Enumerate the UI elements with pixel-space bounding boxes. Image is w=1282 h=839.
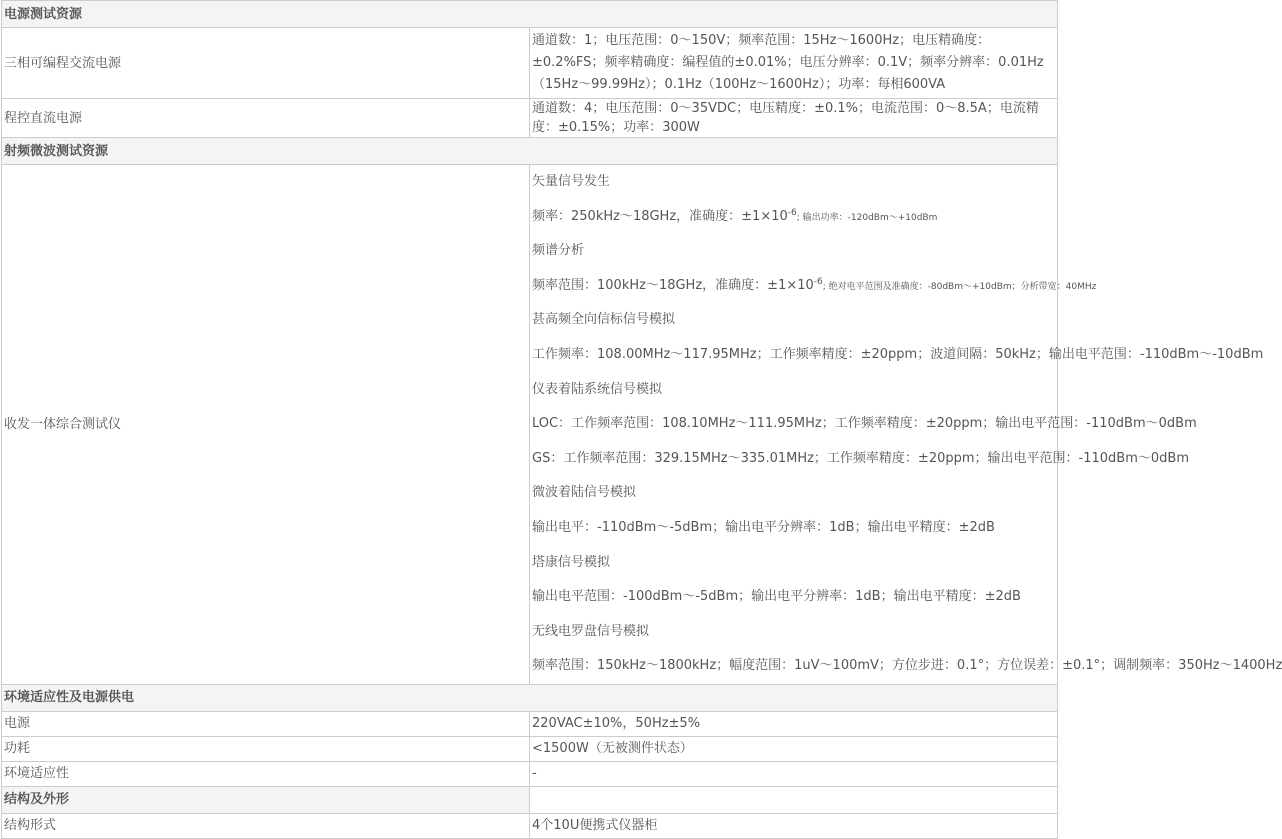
vector-exponent: -6 xyxy=(787,207,797,218)
spectrum-spec xyxy=(532,269,1097,304)
section-header-row xyxy=(2,786,1058,813)
section-header-struct-empty xyxy=(530,786,1058,813)
spectrum-title: 频谱分析 xyxy=(532,243,585,259)
row-value-consumption: <1500W（无被测件状态） xyxy=(530,736,1058,761)
section-header-row xyxy=(2,138,1058,165)
spectrum-level: ; 绝对电平范围及准确度：-80dBm～+10dBm；分析带宽：40MHz xyxy=(822,281,1097,292)
section-header-rf: 射频微波测试资源 xyxy=(2,138,1058,165)
table-row xyxy=(2,165,1058,685)
spec-table xyxy=(1,0,1282,839)
mls-title: 微波着陆信号模拟 xyxy=(532,485,637,501)
spectrum-freq: 频率范围：100kHz～18GHz，准确度：±1×10 xyxy=(532,277,814,293)
table-row xyxy=(2,99,1058,138)
ils-gs-spec: GS：工作频率范围：329.15MHz～335.01MHz；工作频率精度：±20ppm；输出电平范围：-110dBm～0dBm xyxy=(532,450,1189,466)
row-value-power: 220VAC±10%，50Hz±5% xyxy=(530,711,1058,736)
row-label-consumption: 功耗 xyxy=(2,736,530,761)
row-label-adaptability: 环境适应性 xyxy=(2,761,530,786)
vector-title: 矢量信号发生 xyxy=(532,174,611,189)
vor-spec: 工作频率：108.00MHz～117.95MHz；工作频率精度：±20ppm；波道间隔：50kHz；输出电平范围：-110dBm～-10dBm xyxy=(532,346,1264,362)
row-value-ac-source: 通道数：1；电压范围：0～150V；频率范围：15Hz～1600Hz；电压精确度：±0.2%FS；频率精确度：编程值的±0.01%；电压分辨率：0.1V；频率分辨率：0.01Hz（15Hz～99.99Hz）；0.1Hz（100Hz～1600Hz）；功率：每相600VA xyxy=(530,28,1058,99)
adf-title: 无线电罗盘信号模拟 xyxy=(532,623,650,639)
tacan-title: 塔康信号模拟 xyxy=(532,554,611,570)
adf-spec: 频率范围：150kHz～1800kHz；幅度范围：1uV～100mV；方位步进：0.1°；方位误差：±0.1°；调制频率：350Hz～1400Hz xyxy=(532,658,1282,674)
table-row xyxy=(2,711,1058,736)
row-label-structure: 结构形式 xyxy=(2,813,530,838)
spectrum-exponent: -6 xyxy=(813,276,823,287)
vector-freq: 频率：250kHz～18GHz，准确度：±1×10 xyxy=(532,208,788,224)
ils-loc-spec: LOC：工作频率范围：108.10MHz～111.95MHz；工作频率精度：±20ppm；输出电平范围：-110dBm～0dBm xyxy=(532,416,1197,432)
row-label-dc-source: 程控直流电源 xyxy=(2,99,530,138)
table-row xyxy=(2,761,1058,786)
tacan-spec: 输出电平范围：-100dBm～-5dBm；输出电平分辨率：1dB；输出电平精度：±2dB xyxy=(532,589,1021,605)
table-row xyxy=(2,28,1058,99)
section-header-struct: 结构及外形 xyxy=(2,786,530,813)
row-value-adaptability: - xyxy=(530,761,1058,786)
row-value-transceiver-tester xyxy=(530,165,1282,685)
row-label-ac-source: 三相可编程交流电源 xyxy=(2,28,530,99)
vor-title: 甚高频全向信标信号模拟 xyxy=(532,312,676,328)
table-row xyxy=(2,736,1058,761)
row-label-transceiver-tester: 收发一体综合测试仪 xyxy=(2,165,530,685)
vector-output-power: ; 输出功率：-120dBm～+10dBm xyxy=(796,212,938,223)
section-header-row xyxy=(2,1,1058,28)
mls-spec: 输出电平：-110dBm～-5dBm；输出电平分辨率：1dB；输出电平精度：±2dB xyxy=(532,519,995,535)
row-value-structure: 4个10U便携式仪器柜 xyxy=(530,813,1058,838)
row-value-dc-source: 通道数：4；电压范围：0～35VDC；电压精度：±0.1%；电流范围：0～8.5A；电流精度：±0.15%；功率：300W xyxy=(530,99,1058,138)
vector-spec xyxy=(532,200,1057,235)
section-header-env: 环境适应性及电源供电 xyxy=(2,684,1058,711)
ils-title: 仪表着陆系统信号模拟 xyxy=(532,381,663,397)
row-label-power: 电源 xyxy=(2,711,530,736)
section-header-power: 电源测试资源 xyxy=(2,1,1058,28)
section-header-row xyxy=(2,684,1058,711)
table-row xyxy=(2,813,1058,838)
